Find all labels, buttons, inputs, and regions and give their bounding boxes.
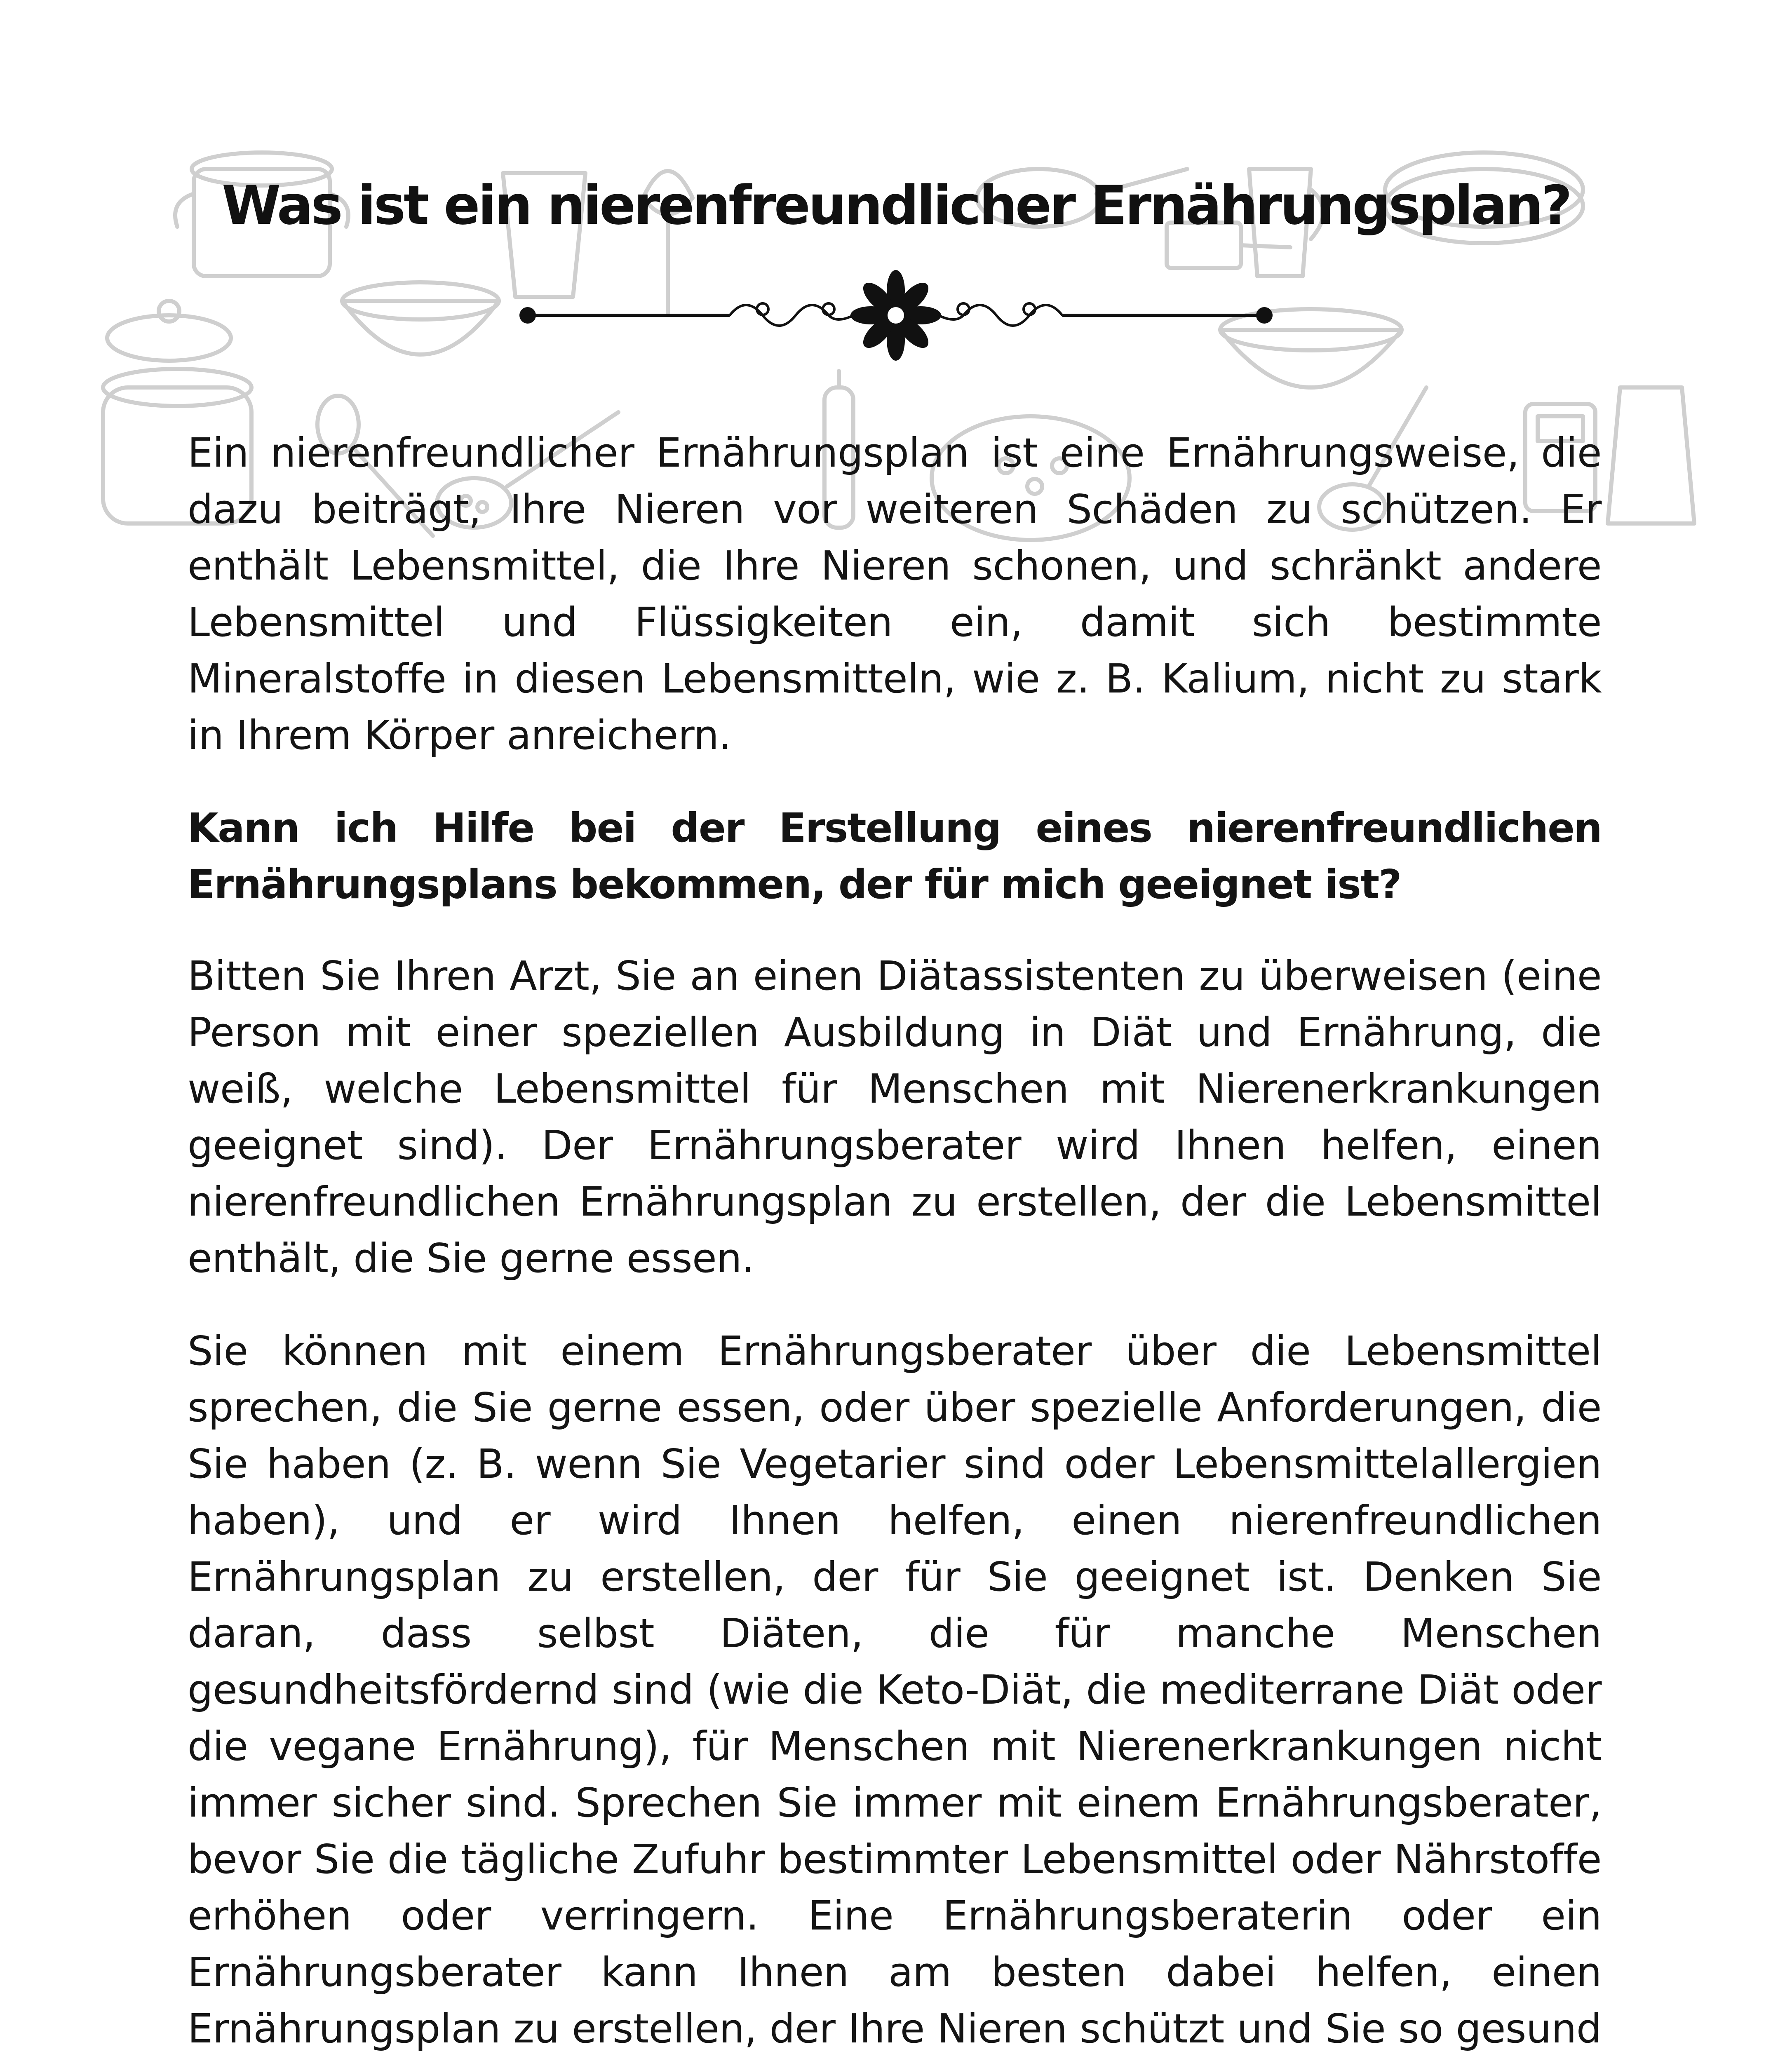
divider-line-left — [519, 307, 730, 324]
intro-paragraph: Ein nierenfreundlicher Ernährungsplan ist eine Ernährungsweise, die dazu beiträgt, Ihre Nieren vor weiteren Schäden zu schützen. Er enthält Lebensmittel, die Ihre Nieren schonen, und schränkt andere Lebensmittel und Flüssigkeiten ein, damit sich bestimmte Mineralstoffe in diesen Lebensmitteln, wie z. B. Kalium, nicht zu stark in Ihrem Körper anreichern. — [188, 430, 1602, 758]
answer-paragraph-2: Sie können mit einem Ernährungsberater über die Lebensmittel sprechen, die Sie gerne essen, oder über spezielle Anforderungen, die Sie haben (z. B. wenn Sie Vegetarier sind oder Lebensmittelallergien haben), und er wird Ihnen helfen, einen nierenfreundlichen Ernährungsplan zu erstellen, der für Sie geeignet ist. Denken Sie daran, dass selbst Diäten, die für manche Menschen gesundheitsfördernd sind (wie die Keto-Diät, die mediterrane Diät oder die vegane Ernährung), für Menschen mit Nierenerkrankungen nicht immer sicher sind. Sprechen Sie immer mit einem Ernährungsberater, bevor Sie die tägliche Zufuhr bestimmter Lebensmittel oder Nährstoffe erhöhen oder verringern. Eine Ernährungsberaterin oder ein Ernährungsberater kann Ihnen am besten dabei helfen, einen Ernährungsplan zu erstellen, der Ihre Nieren schützt und Sie so gesund — [188, 1328, 1602, 2052]
grater-icon — [1608, 387, 1694, 523]
flourish-left-icon — [730, 303, 853, 326]
body-content — [188, 425, 1602, 2061]
question-heading: Kann ich Hilfe bei der Erstellung eines nierenfreundlichen Ernährungsplans bekommen, der für mich geeignet ist? — [188, 805, 1602, 908]
pot-lid-icon — [107, 301, 231, 361]
divider-line-right — [1062, 307, 1273, 324]
mixing-bowl-icon — [342, 282, 499, 354]
answer-paragraph-1: Bitten Sie Ihren Arzt, Sie an einen Diätassistenten zu überweisen (eine Person mit einer speziellen Ausbildung in Diät und Ernährung, die weiß, welche Lebensmittel für Menschen mit Nierenerkrankungen geeignet sind). Der Ernährungsberater wird Ihnen helfen, einen nierenfreundlichen Ernährungsplan zu erstellen, der die Lebensmittel enthält, die Sie gerne essen. — [188, 953, 1602, 1282]
flourish-right-icon — [939, 303, 1062, 326]
page-title: Was ist ein nierenfreundlicher Ernährungsplan? — [221, 174, 1571, 237]
flower-ornament-icon — [850, 270, 941, 361]
title-ornament-divider — [515, 268, 1277, 363]
